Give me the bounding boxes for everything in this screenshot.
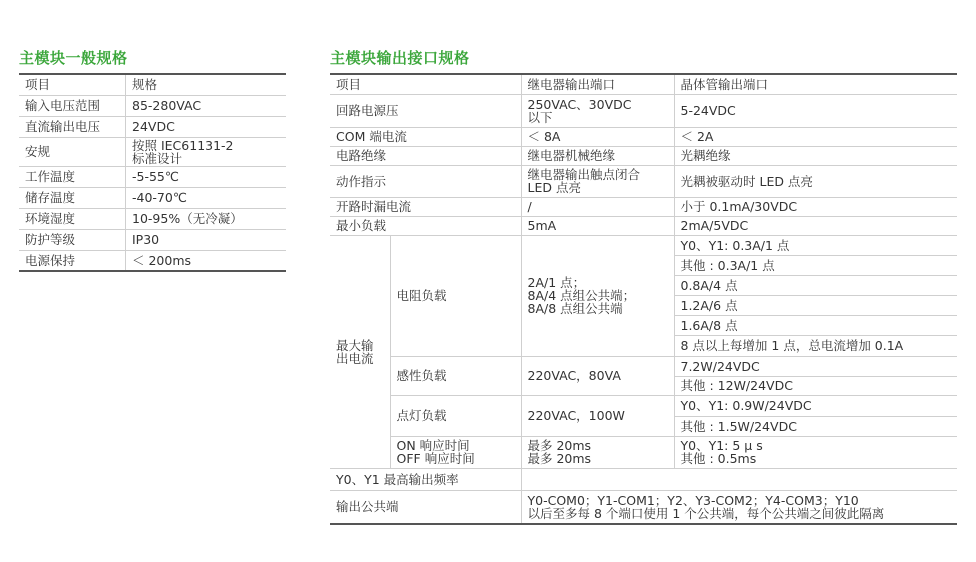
item-cell: 安规 bbox=[19, 137, 126, 166]
item-cell: 输入电压范围 bbox=[19, 95, 126, 116]
spec-cell: 24VDC bbox=[126, 116, 287, 137]
table-row bbox=[330, 235, 957, 255]
response-relay-cell: 最多 20ms 最多 20ms bbox=[521, 436, 674, 468]
header-cell: 晶体管输出端口 bbox=[674, 74, 957, 94]
output-spec-table bbox=[330, 73, 957, 525]
table-row bbox=[330, 395, 957, 416]
spec-cell: 10-95%（无冷凝） bbox=[126, 208, 287, 229]
transistor-cell: Y0、Y1: 0.9W/24VDC bbox=[674, 395, 957, 416]
relay-cell: 继电器机械绝缘 bbox=[521, 146, 674, 165]
transistor-cell: 1.6A/8 点 bbox=[674, 315, 957, 335]
inductive-relay-cell: 220VAC，80VA bbox=[521, 356, 674, 395]
transistor-cell: ＜ 2A bbox=[674, 127, 957, 146]
relay-cell: 继电器输出触点闭合 LED 点亮 bbox=[521, 165, 674, 197]
item-cell: 回路电源压 bbox=[330, 94, 521, 127]
general-spec-title: 主模块一般规格 bbox=[19, 49, 128, 67]
table-row bbox=[330, 490, 957, 524]
table-header-row bbox=[19, 74, 286, 95]
spec-cell: 按照 IEC61131-2 标准设计 bbox=[126, 137, 287, 166]
resistive-load-label: 电阻负载 bbox=[390, 235, 521, 356]
spec-cell: ＜ 200ms bbox=[126, 250, 287, 271]
transistor-cell: 8 点以上每增加 1 点，总电流增加 0.1A bbox=[674, 335, 957, 356]
header-cell: 继电器输出端口 bbox=[521, 74, 674, 94]
table-header-row bbox=[330, 74, 957, 94]
transistor-cell: 7.2W/24VDC bbox=[674, 356, 957, 376]
transistor-cell: 其他 : 0.3A/1 点 bbox=[674, 255, 957, 275]
transistor-cell: 光耦被驱动时 LED 点亮 bbox=[674, 165, 957, 197]
table-row bbox=[19, 95, 286, 116]
table-row bbox=[330, 197, 957, 216]
table-row bbox=[19, 250, 286, 271]
item-cell: 工作温度 bbox=[19, 166, 126, 187]
item-cell: 直流输出电压 bbox=[19, 116, 126, 137]
table-row bbox=[19, 166, 286, 187]
table-row bbox=[19, 116, 286, 137]
relay-cell: 5mA bbox=[521, 216, 674, 235]
table-row bbox=[19, 208, 286, 229]
table-row bbox=[19, 137, 286, 166]
spec-cell: 85-280VAC bbox=[126, 95, 287, 116]
table-row bbox=[330, 468, 957, 490]
item-cell: 输出公共端 bbox=[330, 490, 521, 524]
response-time-label: ON 响应时间 OFF 响应时间 bbox=[390, 436, 521, 468]
item-cell: 最小负载 bbox=[330, 216, 521, 235]
relay-cell: 250VAC、30VDC 以下 bbox=[521, 94, 674, 127]
table-row bbox=[330, 165, 957, 197]
header-cell: 项目 bbox=[330, 74, 521, 94]
table-row bbox=[19, 229, 286, 250]
header-cell: 规格 bbox=[126, 74, 287, 95]
resistive-relay-cell: 2A/1 点； 8A/4 点组公共端； 8A/8 点组公共端 bbox=[521, 235, 674, 356]
table-row bbox=[330, 436, 957, 468]
item-cell: 动作指示 bbox=[330, 165, 521, 197]
transistor-cell: 5-24VDC bbox=[674, 94, 957, 127]
item-cell: 防护等级 bbox=[19, 229, 126, 250]
spec-cell: -40-70℃ bbox=[126, 187, 287, 208]
item-cell: 电路绝缘 bbox=[330, 146, 521, 165]
lamp-load-label: 点灯负载 bbox=[390, 395, 521, 436]
header-cell: 项目 bbox=[19, 74, 126, 95]
output-spec-title: 主模块输出接口规格 bbox=[330, 49, 470, 67]
table-row bbox=[19, 187, 286, 208]
transistor-cell: 光耦绝缘 bbox=[674, 146, 957, 165]
max-output-label: 最大输 出电流 bbox=[330, 235, 390, 468]
spec-cell: IP30 bbox=[126, 229, 287, 250]
transistor-cell: 1.2A/6 点 bbox=[674, 295, 957, 315]
inductive-load-label: 感性负载 bbox=[390, 356, 521, 395]
table-row bbox=[330, 94, 957, 127]
item-cell: 开路时漏电流 bbox=[330, 197, 521, 216]
transistor-cell: 小于 0.1mA/30VDC bbox=[674, 197, 957, 216]
table-row bbox=[330, 146, 957, 165]
spec-cell: -5-55℃ bbox=[126, 166, 287, 187]
item-cell: 环境湿度 bbox=[19, 208, 126, 229]
transistor-cell: 其他 : 12W/24VDC bbox=[674, 376, 957, 395]
transistor-cell: 其他 : 1.5W/24VDC bbox=[674, 416, 957, 436]
common-value-cell: Y0-COM0；Y1-COM1；Y2、Y3-COM2；Y4-COM3；Y10 以后至多每 8 个端口使用 1 个公共端，每个公共端之间彼此隔离 bbox=[521, 490, 957, 524]
response-transistor-cell: Y0、Y1: 5 μ s 其他 : 0.5ms bbox=[674, 436, 957, 468]
freq-value-cell bbox=[521, 468, 957, 490]
table-row bbox=[330, 216, 957, 235]
lamp-relay-cell: 220VAC，100W bbox=[521, 395, 674, 436]
general-spec-table bbox=[19, 73, 286, 272]
transistor-cell: Y0、Y1: 0.3A/1 点 bbox=[674, 235, 957, 255]
table-row bbox=[330, 356, 957, 376]
item-cell: 电源保持 bbox=[19, 250, 126, 271]
relay-cell: / bbox=[521, 197, 674, 216]
transistor-cell: 2mA/5VDC bbox=[674, 216, 957, 235]
table-row bbox=[330, 127, 957, 146]
transistor-cell: 0.8A/4 点 bbox=[674, 275, 957, 295]
item-cell: 储存温度 bbox=[19, 187, 126, 208]
relay-cell: ＜ 8A bbox=[521, 127, 674, 146]
item-cell: COM 端电流 bbox=[330, 127, 521, 146]
item-cell: Y0、Y1 最高输出频率 bbox=[330, 468, 521, 490]
